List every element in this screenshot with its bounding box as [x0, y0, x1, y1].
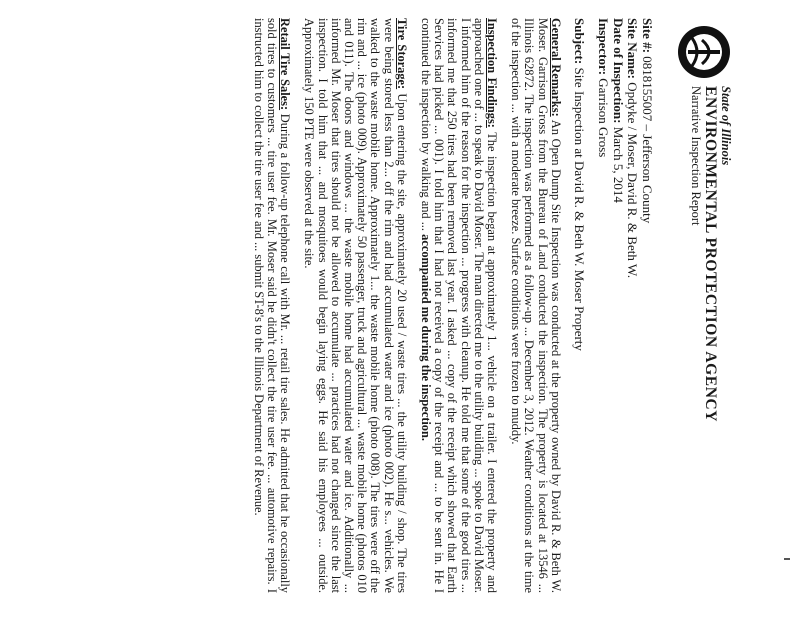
inspection-date-label: Date of Inspection:	[611, 18, 626, 124]
retail-tire-sales-heading: Retail Tire Sales:	[278, 18, 293, 111]
inspection-date	[611, 18, 626, 593]
tire-storage-text: Upon entering the site, approximately 20 used / waste tires ... the utility building / shop. The tires were being stored less than 2... off the rim and had accumulated water and ice (photo 002). He s... vehicles. We walked to the waste mobile home. Approximately 1... the waste mobile home (photo 008). The tires were off the rim and ... ice (photo 009). Approximately 50 passenger, truck and agricultural ... waste mobile home (photos 010 and 011). The doors and windows ... the waste mobile home had accumulated water and ice. Additionally ... informed Mr. Moser that tires should not be allowed to accumulate ... practices had not changed since the last inspection. I told him that ... and mosquitoes would begin laying eggs. He said his employees ... outside. Approximately 150 PTE were observed at the site.	[302, 18, 409, 593]
site-name-value: Opdyke / Moser, David R. & Beth W.	[625, 79, 641, 279]
inspection-findings-emphasis: accompanied me during the inspection.	[418, 234, 433, 441]
report-type: Narrative Inspection Report	[689, 86, 703, 226]
report-header	[666, 18, 732, 593]
state-name: State of Illinois	[719, 86, 733, 166]
inspection-findings-heading: Inspection Findings:	[484, 18, 499, 128]
header-text	[689, 86, 732, 422]
inspector-value: Garrison Gross	[596, 75, 612, 158]
subject-line	[573, 18, 586, 593]
report-body	[241, 18, 732, 593]
site-number	[640, 18, 655, 593]
tire-storage	[302, 18, 408, 593]
retail-tire-sales	[252, 18, 292, 593]
inspection-findings	[419, 18, 498, 593]
inspector	[596, 18, 611, 593]
scan-mark	[784, 558, 790, 560]
site-number-value: 0818155007 – Jefferson County	[640, 53, 655, 224]
site-name	[625, 18, 640, 593]
inspection-findings-text: The inspection began at approximately 1... vehicle on a trailer. I entered the property and approached one of ... to speak to David Moser. The man directed me to the utility building ... spoke to David Moser. I informed him of the reason for the inspection ... progress with cleanup. He told me that some of the good tires ... informed me that 250 tires had been removed last year. I asked ... copy of the receipt which showed that Earth Services had picked ... 001). I told him that I had not received a copy of the receipt and ... to be sent in. He I continued the inspection by walking and ...	[418, 18, 499, 593]
general-remarks	[509, 18, 562, 593]
subject-label: Subject:	[572, 18, 587, 65]
subject-text: Site Inspection at David R. & Beth W. Moser Property	[572, 64, 587, 351]
general-remarks-text: An Open Dump Site Inspection was conducted at the property owned by David R. & Beth W. Moser. Garrison Gross from the Bureau of Land conducted the inspection. The property is located at 13546 ... Illinois 62872. The inspection was performed as a follow-up ... December 3, 2012. Weather conditions at the time of the inspection ... with a moderate breeze. Surface conditions were frozen to muddy.	[509, 18, 563, 593]
site-number-label: Site #:	[640, 18, 655, 54]
inspector-label: Inspector:	[596, 18, 612, 76]
tire-storage-heading: Tire Storage:	[394, 18, 409, 90]
site-name-label: Site Name:	[625, 18, 641, 80]
retail-tire-sales-text: During a follow-up telephone call with Mr. ... retail tire sales. He admitted that he occasionally sold tires to customers ... tire user fee. Mr. Moser said he didn't collect the tire user fee. ... automotive repairs. I instructed him to collect the tire user fee and ... submit ST-8's to the Illinois Department of Revenue.	[251, 18, 293, 593]
general-remarks-heading: General Remarks:	[548, 18, 563, 117]
agency-name: ENVIRONMENTAL PROTECTION AGENCY	[702, 86, 719, 423]
inspection-date-value: March 5, 2014	[611, 123, 626, 203]
agency-seal-icon	[676, 24, 732, 80]
